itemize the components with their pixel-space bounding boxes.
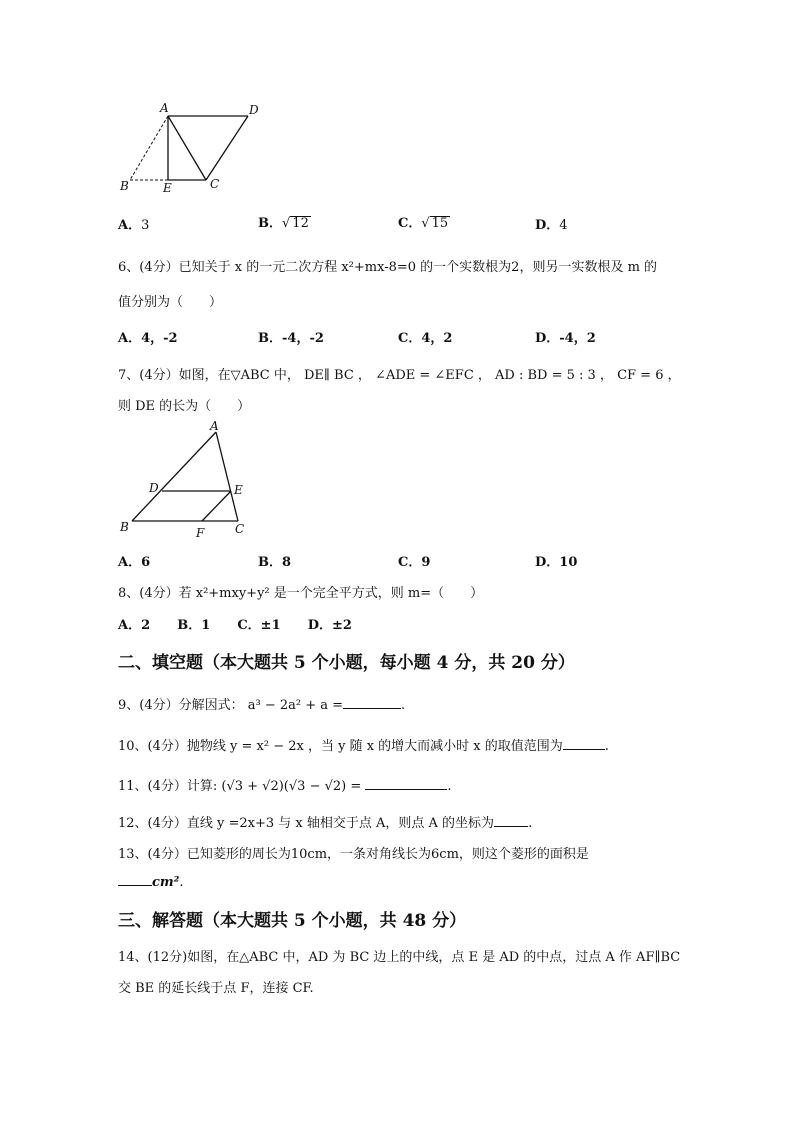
label-A: A [210,419,219,433]
q7-option-d-letter: D． [535,555,560,570]
q12-end: . [528,816,533,831]
q6-option-b-value: -4，-2 [282,331,324,346]
q8-option-c[interactable] [237,618,280,633]
label-C: C [235,522,245,536]
figure-1-diagram [110,98,270,198]
q9-text: 9、(4分）分解因式： a³ − 2a² + a = [118,698,344,713]
label-C: C [210,177,220,191]
q10 [118,735,609,754]
q8-option-b-value: 1 [201,618,211,633]
q8-option-b-letter: B． [177,618,202,633]
q9-end: . [401,698,406,713]
q7-line-1: 7、(4分）如图，在▽ABC 中， DE∥ BC ， ∠ADE = ∠EFC ， AD : BD = 5 : 3 ， CF = 6 ， [118,368,681,383]
q13-unit: cm² [152,875,180,890]
q5-option-d[interactable] [535,214,568,233]
q8-option-a[interactable] [118,618,150,633]
q8-option-d-letter: D． [307,618,332,633]
q12 [118,812,532,831]
q7-option-a-value: 6 [141,555,151,570]
q7-option-a[interactable] [118,551,150,570]
q8-option-b[interactable] [177,618,210,633]
q5-option-a-letter: A． [118,218,142,233]
q8-options [118,614,352,633]
q6-option-c-letter: C． [398,331,422,346]
q8-option-d[interactable] [308,618,352,633]
q7-option-c[interactable] [398,551,430,570]
q7-option-b-value: 8 [282,555,292,570]
q5-option-d-value: 4 [559,218,568,233]
segment-AB [132,432,216,521]
q11-end: . [447,779,452,794]
q10-answer-blank[interactable] [563,737,605,750]
q6-line-2: 值分别为（ ） [118,295,223,310]
q9-answer-blank[interactable] [343,696,401,709]
q6-option-c[interactable] [398,327,452,346]
q7-option-b[interactable] [258,551,291,570]
q6-option-b-letter: B． [258,331,282,346]
q6-option-c-value: 4，2 [421,331,453,346]
q12-text: 12、(4分）直线 y =2x+3 与 x 轴相交于点 A，则点 A 的坐标为 [118,816,495,831]
q5-option-c-value: 15 [431,216,449,231]
segment-AB-dashed [130,116,168,180]
q5-option-c[interactable]: C．√ 15 [398,216,449,231]
q5-option-a-value: 3 [141,218,150,233]
q11-answer-blank[interactable] [365,777,447,790]
q6-option-a-value: 4，-2 [141,331,178,346]
q11-text: 11、(4分）计算: (√3 + √2)(√3 − √2) = [118,779,362,794]
q5-option-a[interactable] [118,214,149,233]
q7-option-c-value: 9 [421,555,431,570]
q5-option-b-value: 12 [292,216,309,231]
q10-end: . [604,739,609,754]
segment-AC [168,116,206,180]
label-D: D [249,103,259,117]
q13-answer-blank[interactable] [118,873,152,886]
label-B: B [120,179,129,193]
q7-option-c-letter: C． [398,555,422,570]
q11 [118,775,452,794]
label-D: D [149,481,159,495]
q13-line-1: 13、(4分）已知菱形的周长为10cm，一条对角线长为6cm，则这个菱形的面积是 [118,847,589,862]
q5-option-d-letter: D． [535,218,560,233]
segment-AC [216,432,238,521]
q5-option-b[interactable]: B．√ 12 [258,216,309,231]
q7-option-a-letter: A． [118,555,142,570]
q6-line-1: 6、(4分）已知关于 x 的一元二次方程 x²+mx-8=0 的一个实数根为2，则另一实数根及 m 的 [118,260,658,275]
q6-option-a-letter: A． [118,331,142,346]
figure-2-diagram [112,418,262,543]
q8-option-c-value: ±1 [260,618,281,633]
q8-option-a-value: 2 [141,618,151,633]
q9 [118,694,405,713]
q10-text: 10、(4分）抛物线 y = x² − 2x ，当 y 随 x 的增大而减小时 x 的取值范围为 [118,739,563,754]
q14-line-2: 交 BE 的延长线于点 F，连接 CF. [118,981,314,996]
label-E: E [163,181,172,195]
q7-option-b-letter: B． [258,555,282,570]
q6-option-d[interactable] [535,327,596,346]
q7-option-d-value: 10 [559,555,578,570]
q5-option-c-letter: C． [398,216,422,231]
q7-option-d[interactable] [535,551,577,570]
q6-option-d-letter: D． [535,331,560,346]
q13-end: . [179,875,184,890]
q6-option-b[interactable] [258,327,324,346]
q8-option-c-letter: C． [237,618,261,633]
q6-option-d-value: -4，2 [559,331,596,346]
q8-line-1: 8、(4分）若 x²+mxy+y² 是一个完全平方式，则 m=（ ） [118,586,484,601]
q6-option-a[interactable] [118,327,178,346]
label-B: B [120,520,129,534]
section-2-title: 二、填空题（本大题共 5 个小题，每小题 4 分，共 20 分） [118,653,575,673]
segment-DC [206,116,248,180]
label-E: E [234,483,243,497]
q8-option-d-value: ±2 [331,618,352,633]
q13-line-2 [118,873,184,890]
q8-option-a-letter: A． [118,618,142,633]
label-F: F [196,526,205,540]
q5-option-b-letter: B． [258,216,282,231]
q12-answer-blank[interactable] [494,814,528,827]
label-A: A [160,101,169,115]
q7-line-2: 则 DE 的长为（ ） [118,399,251,414]
q14-line-1: 14、(12分)如图，在△ABC 中，AD 为 BC 边上的中线，点 E 是 AD 的中点，过点 A 作 AF∥BC [118,950,681,965]
segment-EF [202,491,231,521]
section-3-title: 三、解答题（本大题共 5 个小题，共 48 分） [118,911,467,931]
